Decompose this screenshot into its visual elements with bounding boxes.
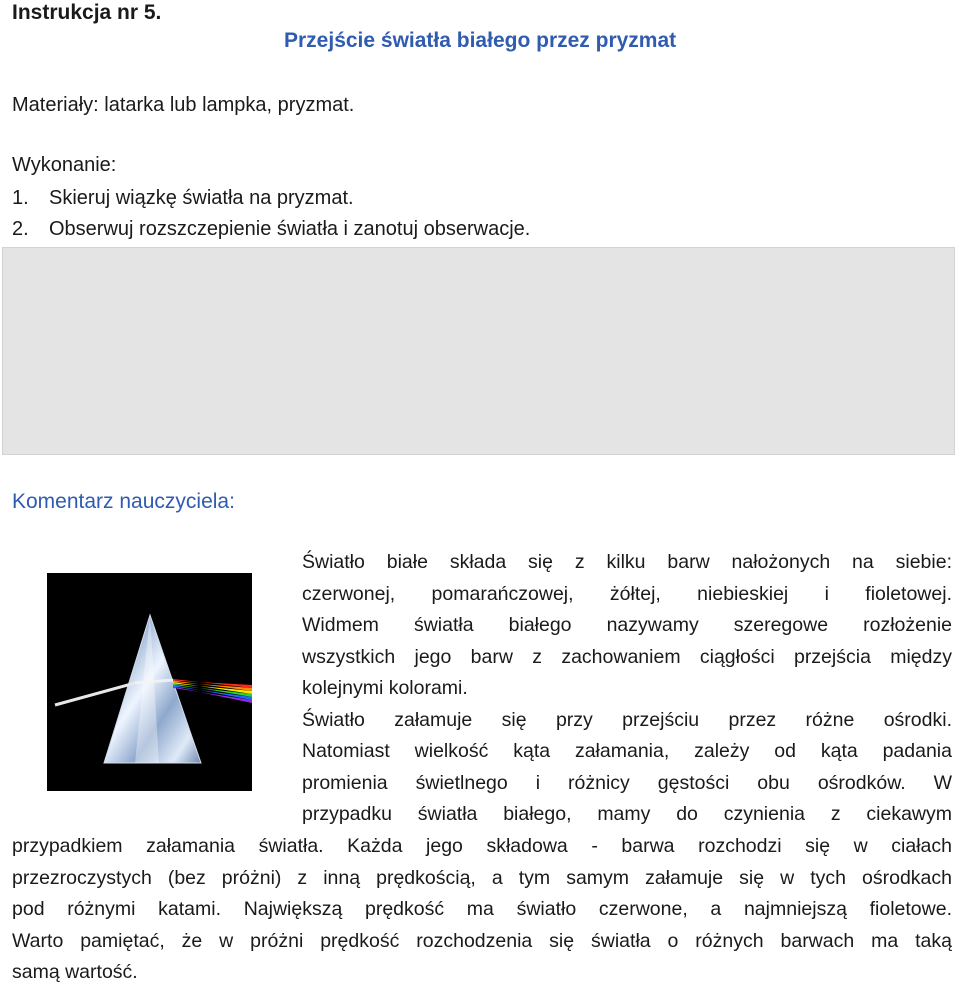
procedure-step xyxy=(12,214,530,245)
step-text: Skieruj wiązkę światła na pryzmat. xyxy=(49,187,354,209)
procedure-label: Wykonanie: xyxy=(12,154,117,176)
text-line: przypadkiem załamania światła. Każda jego składowa - barwa rozchodzi się w ciałach xyxy=(12,835,952,857)
step-number: 1. xyxy=(12,187,29,209)
step-number: 2. xyxy=(12,218,29,240)
text-line: pod różnymi katami. Największą prędkość ma światło czerwone, a najmniejszą fioletowe. xyxy=(12,898,952,920)
text-line: Światło załamuje się przy przejściu przez różne ośrodki. xyxy=(302,708,952,731)
step-text: Obserwuj rozszczepienie światła i zanotuj obserwacje. xyxy=(49,218,531,240)
text-line: Widmem światła białego nazywamy szeregowe rozłożenie xyxy=(302,614,952,636)
text-line: przypadku światła białego, mamy do czynienia z ciekawym xyxy=(302,803,952,825)
text-line: wszystkich jego barw z zachowaniem ciągłości przejścia między xyxy=(302,645,952,668)
text-line: promienia świetlnego i różnicy gęstości obu ośrodków. W xyxy=(302,771,952,794)
comment-paragraph-right xyxy=(302,547,952,831)
spectrum-red xyxy=(173,679,252,688)
materials-line: Materiały: latarka lub lampka, pryzmat. xyxy=(12,94,355,116)
instruction-subtitle: Przejście światła białego przez pryzmat xyxy=(284,29,677,52)
procedure-steps xyxy=(12,183,530,245)
teacher-comment-label: Komentarz nauczyciela: xyxy=(12,490,235,513)
comment-paragraph-full xyxy=(12,831,952,989)
image-placeholder xyxy=(2,247,955,455)
text-line: kolejnymi kolorami. xyxy=(302,677,468,699)
spectrum-beams xyxy=(173,679,252,703)
prism-illustration xyxy=(47,573,252,791)
document-title: Instrukcja nr 5. xyxy=(12,1,162,24)
text-line: przezroczystych (bez próżni) z inną prędkością, a tym samym załamuje się w tych ośrodkach xyxy=(12,866,952,889)
text-line: czerwonej, pomarańczowej, żółtej, niebieskiej i fioletowej. xyxy=(302,582,952,605)
text-line: Warto pamiętać, że w próżni prędkość rozchodzenia się światła o różnych barwach ma taką xyxy=(12,929,952,952)
procedure-step xyxy=(12,183,530,214)
text-line: Światło białe składa się z kilku barw nałożonych na siebie: xyxy=(302,551,952,573)
prism-svg xyxy=(47,573,252,791)
text-line: samą wartość. xyxy=(12,961,138,983)
text-line: Natomiast wielkość kąta załamania, zależy od kąta padania xyxy=(302,740,952,762)
